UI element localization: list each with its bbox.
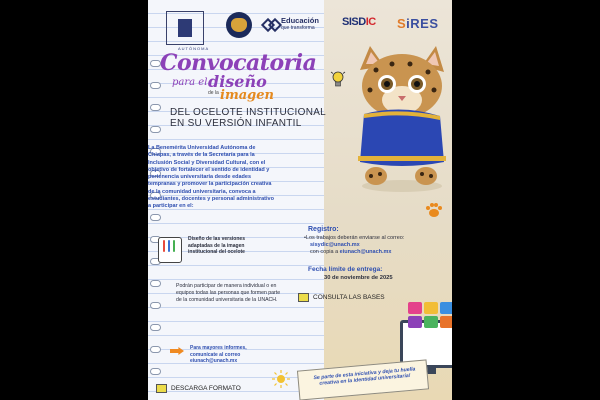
registro-body <box>304 235 444 255</box>
paw-icon <box>424 200 444 220</box>
color-palette <box>408 302 452 328</box>
intro-paragraph: La Benemérita Universidad Autónoma de Chiapas, a través de la Secretaría para la Inclusión Social y Diversidad Cultural, con el objetivo de fortalecer el sentido de identidad y pertenencia universitaria desde edades tempranas y promover la participación creativa de la comunidad universitaria, convoca a estudiantes, docentes y personal administrativo a participar en el: <box>148 145 274 210</box>
download-format-button[interactable] <box>156 384 241 393</box>
title-de-la: de la <box>208 90 219 96</box>
info-line-1: Para mayores informes, <box>190 345 247 351</box>
download-box-icon <box>156 384 167 393</box>
title-imagen: imagen <box>220 88 274 103</box>
education-logo-tagline: que transforma <box>281 25 315 31</box>
sires-logo: SiRES <box>397 16 439 31</box>
title-para-el: para el <box>172 77 208 88</box>
education-logo <box>262 16 319 32</box>
consult-bases-button[interactable] <box>298 293 385 302</box>
deadline-title: Fecha límite de entrega: <box>308 266 383 273</box>
bullet-text: Diseño de las versiones adaptadas de la imagen institucional del ocelote <box>188 236 245 255</box>
cta-text: Se parte de esta iniciativa y deja tu huella creativa en la identidad universitaria! <box>313 366 416 388</box>
registro-email-1[interactable]: sisydic@unach.mx <box>310 241 360 248</box>
registro-copy: con copia a eiunach@unach.mx <box>310 248 392 255</box>
education-logo-title: Educación <box>281 16 319 25</box>
info-email[interactable]: eiunach@unach.mx <box>190 358 238 364</box>
education-logo-icon <box>262 16 278 32</box>
lightbulb-icon <box>330 70 346 88</box>
ocelot-cub-illustration <box>340 44 452 194</box>
download-format-label: DESCARGA FORMATO <box>171 385 241 392</box>
participation-text: Podrán participar de manera individual o en equipos todas las personas que formen parte de la comunidad universitaria de la UNACH. <box>176 283 281 303</box>
sun-icon <box>272 370 290 388</box>
sisdic-logo: SISDIC <box>342 16 376 28</box>
pencil-cup-icon <box>158 237 182 263</box>
logo-row <box>156 8 444 51</box>
registro-line-1: •Los trabajos deberán enviarse al correo: <box>304 235 405 241</box>
title-diseno: diseño <box>208 72 267 91</box>
deadline-value: 30 de noviembre de 2025 <box>324 275 393 281</box>
consult-box-icon <box>298 293 309 302</box>
ocelote-logo-icon <box>226 12 252 38</box>
info-line-2: comunícate al correo <box>190 351 241 358</box>
registro-email-2[interactable]: eiunach@unach.mx <box>339 248 392 255</box>
poster <box>148 0 452 400</box>
title-convocatoria: Convocatoria <box>160 50 317 76</box>
consult-bases-label: CONSULTA LAS BASES <box>313 294 385 301</box>
unach-logo-text: AUTÓNOMA <box>178 46 210 51</box>
notebook-rings <box>150 60 160 390</box>
registro-title: Registro: <box>308 226 339 233</box>
shield-logo-icon <box>166 11 204 45</box>
subtitle: DEL OCELOTE INSTITUCIONAL EN SU VERSIÓN INFANTIL <box>170 107 326 129</box>
info-contact <box>190 345 290 365</box>
